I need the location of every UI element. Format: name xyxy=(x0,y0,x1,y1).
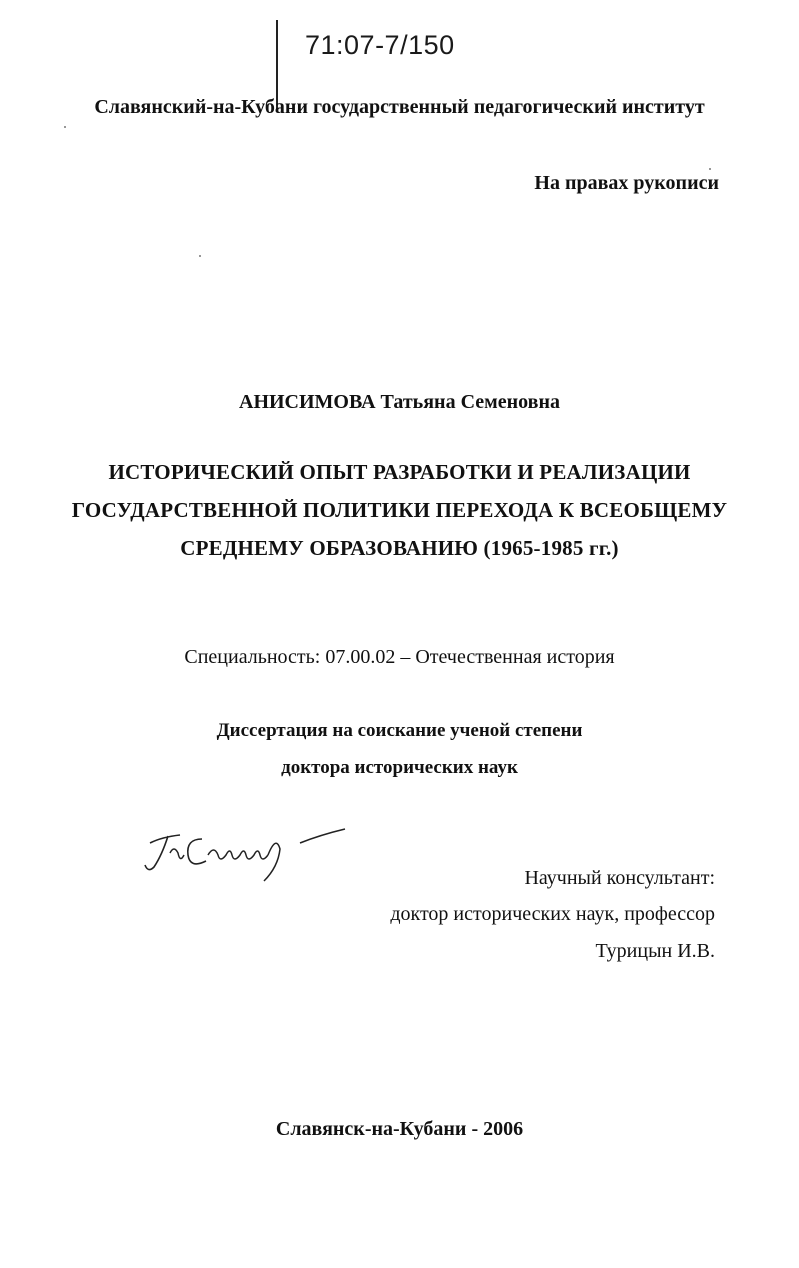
title-line-1: ИСТОРИЧЕСКИЙ ОПЫТ РАЗРАБОТКИ И РЕАЛИЗАЦИИ xyxy=(108,460,691,484)
consultant-degree: доктор исторических наук, профессор xyxy=(390,903,715,925)
scan-speck xyxy=(64,126,66,128)
title-line-2: ГОСУДАРСТВЕННОЙ ПОЛИТИКИ ПЕРЕХОДА К ВСЕОБЩЕМУ xyxy=(71,498,728,522)
dissertation-line-1: Диссертация на соискание ученой степени xyxy=(216,720,583,741)
handwritten-signature xyxy=(140,815,360,885)
scan-speck xyxy=(709,168,711,170)
scan-speck xyxy=(199,255,201,257)
title-line-3: СРЕДНЕМУ ОБРАЗОВАНИЮ (1965-1985 гг.) xyxy=(180,536,619,560)
dissertation-line-2: доктора исторических наук xyxy=(281,757,518,778)
consultant-label: Научный консультант: xyxy=(524,867,715,889)
city-year: Славянск-на-Кубани - 2006 xyxy=(275,1118,524,1140)
consultant-name: Турицын И.В. xyxy=(595,940,715,962)
archive-code: 71:07-7/150 xyxy=(305,30,455,60)
rights-notice: На правах рукописи xyxy=(534,172,719,194)
specialty: Специальность: 07.00.02 – Отечественная история xyxy=(184,646,615,668)
author-name: АНИСИМОВА Татьяна Семеновна xyxy=(239,391,560,413)
institute-name: Славянский-на-Кубани государственный педагогический институт xyxy=(94,96,705,118)
